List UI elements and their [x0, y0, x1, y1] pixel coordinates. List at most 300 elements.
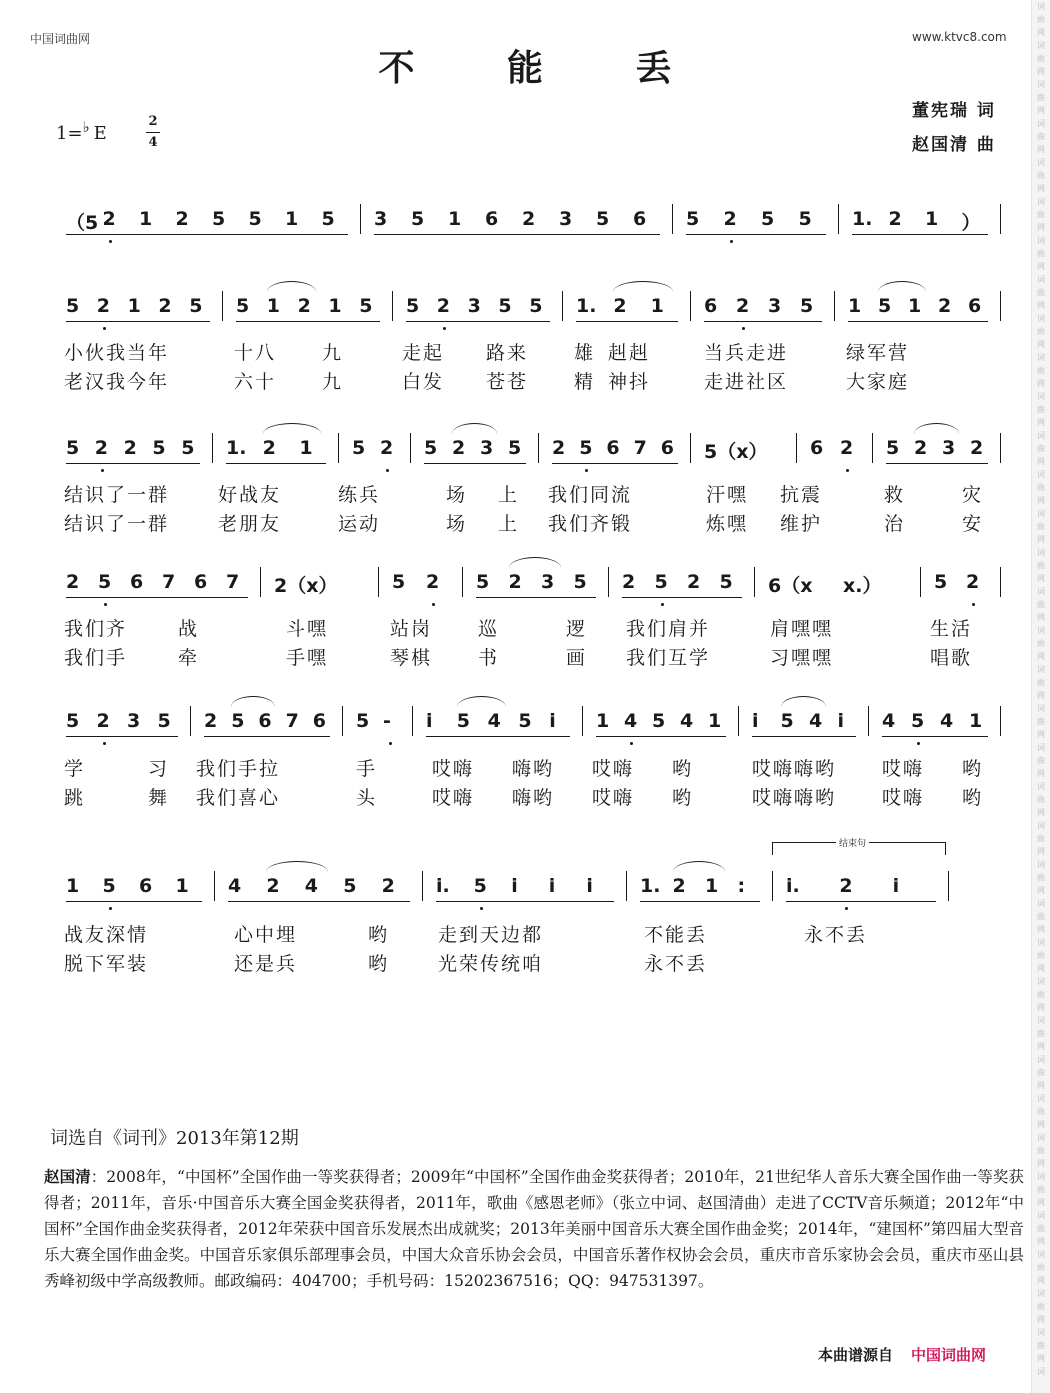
note-token: 5: [508, 437, 522, 459]
lyric-verse-1: 九: [322, 342, 344, 364]
note-token: 3: [480, 437, 494, 459]
octave-dot: [845, 907, 848, 910]
lyric-verse-2: 我们喜心: [196, 787, 281, 809]
lyric-verse-2: 光荣传统咱: [438, 953, 544, 975]
octave-dot: [104, 603, 107, 606]
beam-line: [476, 597, 596, 598]
beam-line: [426, 736, 570, 737]
bar-line: [562, 291, 563, 321]
key-signature: [56, 118, 107, 144]
lyric-verse-1: 赳赳: [608, 342, 651, 364]
bar-line: [412, 706, 413, 736]
lyric-verse-1: 我们齐: [64, 618, 128, 640]
lyric-verse-2: 哎嗨: [432, 787, 475, 809]
octave-dot: [730, 240, 733, 243]
note-token: 2: [436, 295, 451, 317]
lyric-verse-1: 哎嗨: [882, 758, 925, 780]
lyric-verse-1: 永不丢: [804, 924, 868, 946]
lyric-verse-2: 上: [498, 513, 520, 535]
lyric-verse-1: 场: [446, 484, 468, 506]
lyric-verse-1: 习: [148, 758, 170, 780]
lyric-verse-1: 巡: [478, 618, 500, 640]
note-token: 7: [226, 571, 240, 593]
octave-dot: [389, 742, 392, 745]
note-token: 5: [406, 295, 420, 317]
note-token: 5: [157, 710, 171, 732]
note-token: 5: [518, 710, 532, 732]
note-token: 5: [352, 437, 366, 459]
bar-line: [690, 291, 691, 321]
note-token: 2: [736, 295, 750, 317]
lyricist-credit: 董宪瑞 词: [912, 101, 996, 121]
note-token: 1: [925, 208, 939, 230]
bar-line: [920, 567, 921, 597]
note-token: 5: [212, 208, 226, 230]
note-token: 4: [487, 710, 501, 732]
lyric-verse-2: 哎嗨: [592, 787, 635, 809]
note-token: 2: [938, 295, 952, 317]
lyric-verse-2: 习嘿嘿: [770, 647, 834, 669]
lyric-verse-2: 画: [566, 647, 588, 669]
note-token: 3: [541, 571, 555, 593]
bar-line: [948, 871, 949, 901]
beam-line: [882, 736, 988, 737]
note-token: 6: [660, 437, 675, 459]
lyric-verse-1: 心中埋: [234, 924, 298, 946]
note-token: -: [383, 710, 391, 732]
note-token: 2: [839, 875, 853, 897]
note-token: 5: [66, 437, 80, 459]
bar-line: [190, 706, 191, 736]
note-token: 2: [158, 295, 172, 317]
lyric-verse-2: 运动: [338, 513, 381, 535]
beam-line: [424, 463, 526, 464]
meter-top: 2: [148, 114, 158, 129]
lyric-verse-2: 哟: [368, 953, 390, 975]
bar-line: [378, 567, 379, 597]
note-token: 1: [650, 295, 664, 317]
note-token: 5: [66, 295, 80, 317]
beam-line: [374, 234, 660, 235]
bar-line: [772, 871, 773, 901]
key-tonic: E: [93, 123, 107, 144]
note-token: 5: [911, 710, 925, 732]
note-token: 5: [652, 710, 666, 732]
bar-line: [754, 567, 755, 597]
bar-line: [1000, 706, 1001, 736]
note-token: 2: [723, 208, 737, 230]
lyric-verse-1: 战友深情: [64, 924, 149, 946]
note-token: 1.: [640, 875, 661, 897]
beam-line: [436, 901, 614, 902]
note-token: 6: [258, 710, 272, 732]
note-token: 5: [236, 295, 250, 317]
note-token: i.: [436, 875, 450, 897]
octave-dot: [109, 240, 112, 243]
note-token: 5: [761, 208, 775, 230]
note-token: i: [892, 875, 900, 897]
beam-line: [66, 321, 210, 322]
note-token: 5: [152, 437, 166, 459]
note-token: 1: [448, 208, 462, 230]
slur-mark: [266, 861, 327, 872]
note-token: 6: [704, 295, 718, 317]
note-token: 5: [343, 875, 357, 897]
note-token: 1.: [576, 295, 597, 317]
lyric-verse-1: 上: [498, 484, 520, 506]
note-token: 2: [102, 208, 116, 230]
beam-line: [552, 463, 678, 464]
note-token: 2: [96, 295, 111, 317]
bar-line: [392, 291, 393, 321]
note-token: 5: [66, 710, 80, 732]
bar-line: [672, 204, 673, 234]
note-token: 1: [705, 875, 719, 897]
beam-line: [786, 901, 936, 902]
note-token: 5: [573, 571, 587, 593]
beam-line: [204, 736, 330, 737]
site-url-right: www.ktvc8.com: [912, 30, 1007, 44]
note-token: 1: [175, 875, 189, 897]
beam-line: [66, 463, 200, 464]
beam-line: [848, 321, 988, 322]
note-token: 1: [596, 710, 610, 732]
bar-line: [214, 871, 215, 901]
lyric-verse-1: 哟: [672, 758, 694, 780]
lyric-verse-2: 治: [884, 513, 906, 535]
bar-line: [1000, 567, 1001, 597]
lyric-verse-2: 牵: [178, 647, 200, 669]
lyric-verse-2: 还是兵: [234, 953, 298, 975]
bar-line: [260, 567, 261, 597]
note-token: 2: [672, 875, 686, 897]
octave-dot: [630, 742, 633, 745]
slur-mark: [509, 557, 561, 568]
lyric-verse-1: 路来: [486, 342, 529, 364]
bar-line: [422, 871, 423, 901]
octave-dot: [109, 907, 112, 910]
lyric-verse-2: 嗨哟: [512, 787, 555, 809]
note-token: i: [586, 875, 593, 897]
note-token: 1.: [226, 437, 247, 459]
note-token: i: [426, 710, 433, 732]
lyric-verse-2: 哟: [962, 787, 984, 809]
note-token: 3: [127, 710, 141, 732]
lyric-verse-1: 不能丢: [644, 924, 708, 946]
lyric-verse-1: 结识了一群: [64, 484, 170, 506]
bar-line: [342, 706, 343, 736]
note-token: 5（x）: [704, 441, 768, 463]
lyric-verse-1: 十八: [234, 342, 277, 364]
note-token: 5: [529, 295, 543, 317]
footer-brand: 中国词曲网: [911, 1346, 987, 1364]
note-token: 5: [579, 437, 593, 459]
note-token: 5: [654, 571, 668, 593]
beam-line: [640, 901, 760, 902]
note-token: 1: [328, 295, 342, 317]
note-token: i: [549, 710, 556, 732]
lyric-verse-2: 头: [356, 787, 378, 809]
note-token: 5: [98, 571, 112, 593]
note-token: 4: [304, 875, 319, 897]
note-token: i.: [786, 875, 800, 897]
ending-label: 结束句: [836, 836, 869, 849]
lyric-verse-1: 逻: [566, 618, 588, 640]
beam-line: [686, 234, 826, 235]
lyric-verse-1: 当兵走进: [704, 342, 789, 364]
note-token: 7: [633, 437, 647, 459]
note-token: 2: [914, 437, 928, 459]
lyric-verse-1: 我们肩并: [626, 618, 711, 640]
note-token: （5: [66, 212, 99, 234]
footer-source: [818, 1344, 986, 1365]
lyric-verse-2: 苍苍: [486, 371, 529, 393]
note-token: 5: [878, 295, 892, 317]
note-token: 2: [613, 295, 627, 317]
slur-mark: [781, 696, 827, 707]
note-token: 5: [181, 437, 195, 459]
note-token: i: [752, 710, 759, 732]
lyric-verse-2: 我们手: [64, 647, 128, 669]
note-token: 4: [680, 710, 694, 732]
lyric-verse-2: 哟: [672, 787, 694, 809]
site-name-left: 中国词曲网: [30, 32, 91, 46]
note-token: 2: [888, 208, 902, 230]
lyric-verse-2: 精: [574, 371, 596, 393]
note-token: 5: [798, 208, 812, 230]
octave-dot: [742, 327, 745, 330]
slur-mark: [263, 423, 322, 434]
beam-line: [886, 463, 988, 464]
bar-line: [222, 291, 223, 321]
lyric-verse-2: 唱歌: [930, 647, 973, 669]
note-token: 5: [456, 710, 471, 732]
note-token: i: [511, 875, 518, 897]
note-token: 7: [285, 710, 299, 732]
lyric-verse-2: 哎嗨嗨哟: [752, 787, 837, 809]
beam-line: [66, 901, 202, 902]
note-token: 6: [139, 875, 153, 897]
slur-mark: [231, 696, 275, 707]
note-token: 1.: [852, 208, 873, 230]
note-token: 2: [94, 437, 109, 459]
octave-dot: [432, 603, 435, 606]
lyric-verse-2: 永不丢: [644, 953, 708, 975]
note-token: 1: [848, 295, 862, 317]
note-token: 1: [908, 295, 922, 317]
note-token: i: [837, 710, 845, 732]
lyric-verse-2: 大家庭: [846, 371, 910, 393]
note-token: 2: [262, 437, 276, 459]
note-token: 2（x）: [274, 575, 338, 597]
note-token: 2: [970, 437, 984, 459]
key-prefix: 1=: [56, 123, 83, 144]
lyric-verse-2: 手嘿: [286, 647, 329, 669]
octave-dot: [917, 742, 920, 745]
note-token: 3: [374, 208, 388, 230]
octave-dot: [661, 603, 664, 606]
lyric-verse-1: 汗嘿: [706, 484, 749, 506]
lyric-verse-1: 学: [64, 758, 86, 780]
lyric-verse-1: 哎嗨: [432, 758, 475, 780]
note-token: 6: [485, 208, 499, 230]
lyric-verse-2: 走进社区: [704, 371, 789, 393]
note-token: 5: [800, 295, 814, 317]
note-token: 3: [467, 295, 481, 317]
lyric-verse-1: 抗震: [780, 484, 823, 506]
bar-line: [834, 291, 835, 321]
note-token: 7: [162, 571, 176, 593]
lyric-verse-2: 琴棋: [390, 647, 433, 669]
lyric-verse-1: 哟: [368, 924, 390, 946]
lyric-verse-1: 嗨哟: [512, 758, 555, 780]
beam-line: [704, 321, 822, 322]
note-token: ）: [961, 212, 981, 234]
lyric-verse-2: 九: [322, 371, 344, 393]
side-watermark-strip: 词 曲 网 词 曲 网 词 曲 网 词 曲 网 词 曲 网 词 曲 网 词 曲 网 词 曲 网 词 曲 网 词 曲 网 词 曲 网 词 曲 网 词 曲 网 词 曲 网 词 曲 网 词 曲 网 词 曲 网 词 曲 网 词 曲 网 词 曲 网 词 曲 网 词 曲 网 词 曲 网 词 曲 网 词 曲 网 词 曲 网 词 曲 网 词 曲 网 词 曲 网 词 曲 网 词 曲 网 词 曲 网 词 曲 网 词 曲 网 词 曲 网 词: [1031, 0, 1050, 1393]
note-token: 5: [248, 208, 262, 230]
note-token: 1: [299, 437, 313, 459]
note-token: :: [737, 875, 746, 897]
note-token: 2: [552, 437, 566, 459]
note-token: 6: [810, 437, 824, 459]
time-signature: [146, 112, 160, 153]
lyric-verse-1: 救: [884, 484, 906, 506]
lyric-verse-1: 战: [178, 618, 200, 640]
lyric-verse-1: 我们手拉: [196, 758, 281, 780]
octave-dot: [103, 742, 106, 745]
beam-line: [752, 736, 856, 737]
note-token: 5: [356, 710, 370, 732]
beam-line: [576, 321, 678, 322]
note-token: 2: [840, 437, 854, 459]
note-token: 5: [780, 710, 794, 732]
lyric-verse-1: 好战友: [218, 484, 282, 506]
note-token: 5: [596, 208, 610, 230]
note-token: 5: [392, 571, 406, 593]
lyric-verse-2: 安: [962, 513, 984, 535]
note-token: 2: [66, 571, 80, 593]
lyric-verse-2: 哎嗨: [882, 787, 925, 809]
note-token: 6: [606, 437, 620, 459]
bar-line: [1000, 204, 1001, 234]
page-title: 不 能 丢: [378, 48, 712, 89]
bar-line: [838, 204, 839, 234]
note-token: 2: [622, 571, 636, 593]
note-token: 3: [768, 295, 782, 317]
note-token: 5: [934, 571, 948, 593]
lyric-verse-2: 老汉我今年: [64, 371, 170, 393]
note-token: 4: [809, 710, 823, 732]
note-token: 4: [882, 710, 896, 732]
octave-dot: [585, 469, 588, 472]
bar-line: [738, 706, 739, 736]
bar-line: [338, 433, 339, 463]
lyric-verse-2: 结识了一群: [64, 513, 170, 535]
bar-line: [1000, 291, 1001, 321]
note-token: 5: [189, 295, 203, 317]
note-token: 6: [312, 710, 327, 732]
beam-line: [852, 234, 988, 235]
bar-line: [360, 204, 361, 234]
lyric-verse-1: 肩嘿嘿: [770, 618, 834, 640]
note-token: 4: [624, 710, 638, 732]
bar-line: [796, 433, 797, 463]
note-token: i: [548, 875, 556, 897]
slur-mark: [613, 281, 673, 292]
lyric-verse-2: 六十: [234, 371, 277, 393]
note-token: 2: [966, 571, 980, 593]
lyric-verse-1: 哎嗨嗨哟: [752, 758, 837, 780]
note-token: 2: [452, 437, 466, 459]
note-token: 2: [380, 437, 394, 459]
note-token: 2: [123, 437, 137, 459]
lyric-verse-1: 灾: [962, 484, 984, 506]
bar-line: [410, 433, 411, 463]
note-token: x.）: [843, 575, 882, 597]
lyric-verse-1: 站岗: [390, 618, 433, 640]
beam-line: [66, 597, 248, 598]
note-token: 5: [686, 208, 700, 230]
note-token: 6: [968, 295, 982, 317]
note-token: 2: [508, 571, 522, 593]
note-token: 4: [940, 710, 954, 732]
slur-mark: [673, 861, 725, 872]
bar-line: [212, 433, 213, 463]
octave-dot: [972, 603, 975, 606]
footer-label: 本曲谱源自: [818, 1346, 894, 1364]
meter-bottom: 4: [146, 132, 160, 153]
flat-sign: ♭: [82, 118, 90, 136]
bio-text: ：2008年，“中国杯”全国作曲一等奖获得者；2009年“中国杯”全国作曲金奖获得者；2010年，21世纪华人音乐大赛全国作曲一等奖获得者；2011年，音乐·中国音乐大赛全国金奖获得者，2011年，歌曲《感恩老师》（张立中词、赵国清曲）走进了CCTV音乐频道；2012年“中国杯”全国作曲金奖获得者，2012年荣获中国音乐发展杰出成就奖；2013年美丽中国音乐大赛全国作曲金奖；2014年，“建国杯”第四届大型音乐大赛全国作曲金奖。中国音乐家俱乐部理事会员，中国大众音乐协会会员，中国音乐著作权协会会员，重庆市音乐家协会会员，重庆市巫山县秀峰初级中学高级教师。邮政编码：404700；手机号码：15202367516；QQ：947531397。: [44, 1168, 1024, 1290]
beam-line: [66, 234, 348, 235]
octave-dot: [386, 469, 389, 472]
note-token: 5: [321, 208, 335, 230]
lyric-verse-1: 斗嘿: [286, 618, 329, 640]
note-token: 6: [194, 571, 208, 593]
beam-line: [406, 321, 550, 322]
beam-line: [236, 321, 380, 322]
lyric-verse-1: 哎嗨: [592, 758, 635, 780]
note-token: 2: [175, 208, 189, 230]
bar-line: [582, 706, 583, 736]
lyric-verse-1: 我们同流: [548, 484, 633, 506]
lyric-verse-1: 练兵: [338, 484, 381, 506]
lyric-verse-1: 绿军营: [846, 342, 910, 364]
bar-line: [690, 433, 691, 463]
lyrics-source: 词选自《词刊》2013年第12期: [50, 1128, 299, 1149]
lyric-verse-1: 走到天边都: [438, 924, 544, 946]
composer-credit: 赵国清 曲: [912, 135, 996, 155]
lyric-verse-2: 神抖: [608, 371, 651, 393]
note-token: 3: [559, 208, 573, 230]
lyric-verse-2: 白发: [402, 371, 445, 393]
slur-mark: [452, 423, 497, 434]
lyric-verse-1: 生活: [930, 618, 973, 640]
lyric-verse-1: 雄: [574, 342, 596, 364]
note-token: 2: [687, 571, 701, 593]
slur-mark: [878, 281, 926, 292]
octave-dot: [103, 327, 106, 330]
note-token: 1: [266, 295, 281, 317]
note-token: 2: [381, 875, 395, 897]
lyric-verse-2: 老朋友: [218, 513, 282, 535]
lyric-verse-2: 跳: [64, 787, 86, 809]
note-token: 1: [139, 208, 153, 230]
slur-mark: [267, 281, 316, 292]
note-token: 5: [424, 437, 438, 459]
lyric-verse-2: 舞: [148, 787, 170, 809]
